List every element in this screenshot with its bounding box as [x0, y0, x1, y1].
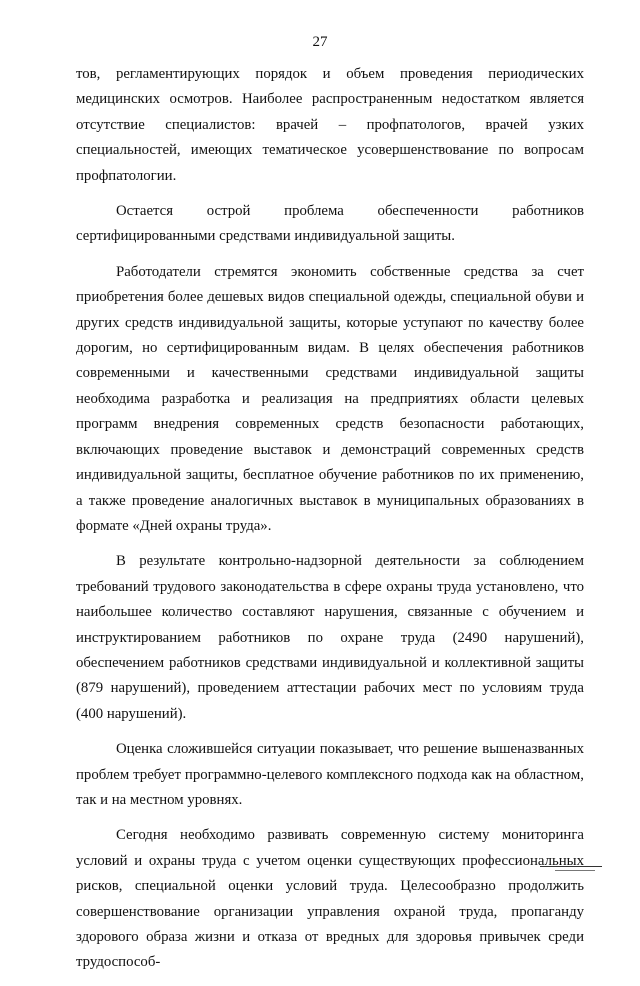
paragraph-monitoring-system: Сегодня необходимо развивать современную систему мониторинга условий и охраны труда с учетом оценки существующих профессиональных рисков, специальной оценки условий труда. Целесообразно продолжить совершенствование организации управления охраной труда, пропаганду здорового образа жизни и отказа от вредных для здоровья привычек среди трудоспособ-: [76, 827, 584, 971]
footer-rule: [540, 866, 602, 867]
footer-rule-secondary: [555, 870, 595, 871]
page-number: 27: [312, 34, 328, 50]
paragraph-employers-savings: Работодатели стремятся экономить собственные средства за счет приобретения более дешевых видов специальной одежды, специальной обуви и других средств индивидуальной защиты, которые уступают по качеству более дорогим, но сертифицированным видам. В целях обеспечения работников современными и качественными средствами индивидуальной защиты необходима разработка и реализация на предприятиях области целевых программ внедрения современных средств безопасности работающих, включающих проведение выставок и демонстраций современных средств индивидуальной защиты, бесплатное обучение работников по их применению, а также проведение аналогичных выставок в муниципальных образованиях в формате «Дней охраны труда».: [76, 263, 584, 534]
paragraph-situation-assessment: Оценка сложившейся ситуации показывает, что решение вышеназванных проблем требует программно-целевого комплексного подхода как на областном, так и на местном уровнях.: [76, 741, 584, 808]
paragraph-continuation: тов, регламентирующих порядок и объем проведения периодических медицинских осмотров. Наиболее распространенным недостатком является отсутствие специалистов: врачей – профпатологов, врачей узких специальностей, имеющих тематическое усовершенствование по вопросам профпатологии.: [76, 66, 584, 184]
document-body: [76, 62, 584, 986]
paragraph-inspection-results: В результате контрольно-надзорной деятельности за соблюдением требований трудового законодательства в сфере охраны труда установлено, что наибольшее количество составляют нарушения, связанные с обучением и инструктированием работников по охране труда (2490 нарушений), обеспечением работников средствами индивидуальной и коллективной защиты (879 нарушений), проведением аттестации рабочих мест по условиям труда (400 нарушений).: [76, 553, 584, 722]
paragraph-ppe-certification: Остается острой проблема обеспеченности работников сертифицированными средствами индивидуальной защиты.: [76, 203, 584, 245]
